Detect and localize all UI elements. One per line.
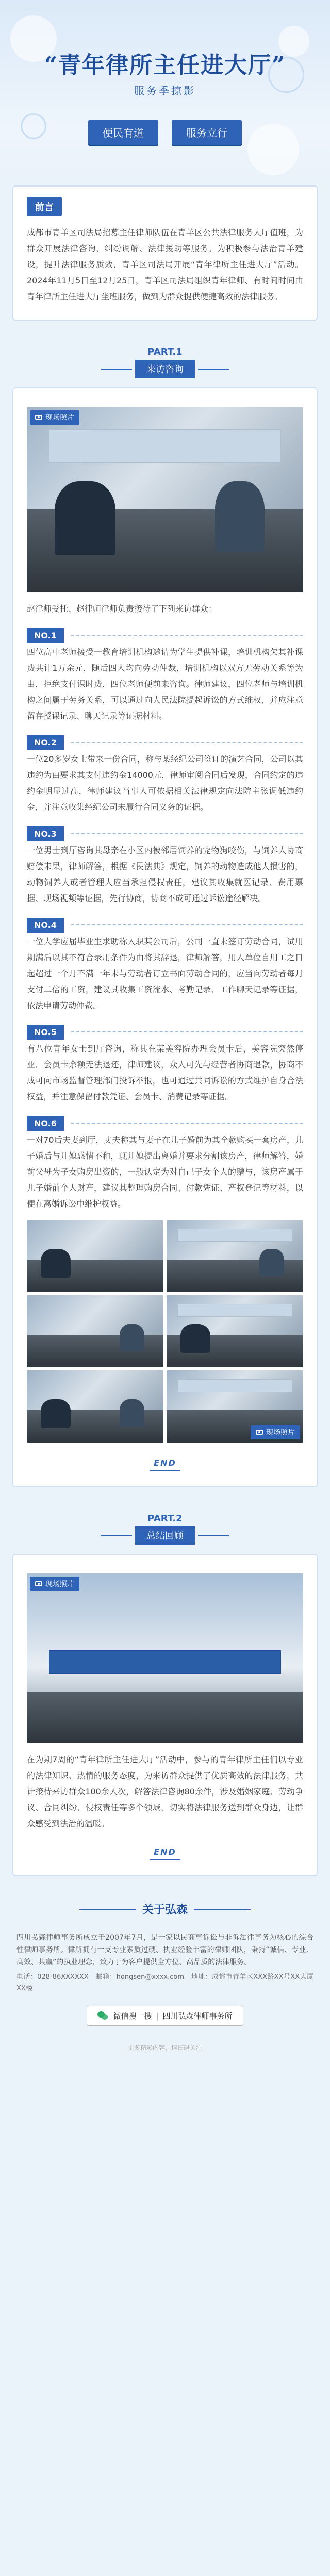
camera-icon: [35, 1581, 42, 1586]
case-text: 一对70后夫妻到厅，丈夫称其与妻子在儿子婚前为其全款购买一套房产，儿子婚后与儿媳感情不和，现儿媳提出离婚并要求分割该房产，律师解答，婚前父母为子女购房出资的，一般认定为对自己子女个人的赠与，该房产属于儿子婚前个人财产，建议其整理购房合同、付款凭证、产权登记等材料，以便在离婚诉讼中维护权益。: [27, 1135, 303, 1209]
hero-subtitle: 服务季掠影: [134, 84, 196, 97]
wechat-search-wrap: [0, 1994, 330, 2031]
grid-photo: [167, 1295, 303, 1367]
section2-photo: [27, 1573, 303, 1743]
case-number: NO.5: [27, 1025, 64, 1040]
grid-photo: [27, 1370, 163, 1443]
photo-label-text: 现场照片: [45, 414, 74, 422]
section2-text: 在为期7周的“青年律所主任进大厅”活动中，参与的青年律所主任们以专业的法律知识、热情的服务态度，为来访群众提供了优质高效的法律服务，共计接待来访群众100余人次，解答法律咨询80余件，涉及婚姻家庭、劳动争议、合同纠纷、侵权责任等多个领域，切实将法律服务送到群众身边，让群众感受到法治的温暖。: [27, 1755, 303, 1828]
section1-photo-grid: [27, 1220, 303, 1443]
wechat-search-label: 微信搜一搜: [113, 2011, 152, 2021]
case-1: [27, 617, 303, 724]
section1-header: [0, 334, 330, 387]
section1-end: END: [27, 1458, 303, 1471]
photo-label: [30, 410, 79, 425]
section2-card: [12, 1554, 318, 1876]
about-section: [0, 1890, 330, 1922]
contact-info: 电话：028-86XXXXXX 邮箱：hongsen@xxxx.com 地址：成都市青羊区XXX路XX号XX大厦XX楼: [16, 1973, 314, 1992]
section2-header: [0, 1501, 330, 1554]
intro-text: 成都市青羊区司法局招募主任律师队伍在青羊区公共法律服务大厅值班，为群众开展法律咨询、纠纷调解、法律援助等服务。为积极参与法治青羊建设，提升法律服务质效，青羊区司法局开展“青年律所主任进大厅”活动。2024年11月5日至12月25日，青羊区司法局组织青年律师、有时间时间由青年律所主任进大厅坐班服务，做到为群众提供便捷高效的法律服务。: [27, 228, 303, 301]
section1-photo: [27, 407, 303, 592]
building-photo: [27, 1573, 303, 1743]
hero-title: “青年律所主任进大厅”: [44, 52, 286, 78]
photo-label-text: 现场照片: [45, 1580, 74, 1588]
case-4: [27, 906, 303, 1013]
consultation-photo: [27, 407, 303, 592]
case-text: 一位大学应届毕业生求助称入职某公司后，公司一直未签订劳动合同，试用期满后以其不符合录用条件为由将其辞退，律师解答，用人单位自用工之日起超过一个月不满一年未与劳动者订立书面劳动合同的，应当向劳动者每月支付二倍的工资，建议其收集工资流水、考勤记录、工作聊天记录等证据，依法申请劳动仲裁。: [27, 937, 303, 1010]
intro-card: [12, 185, 318, 321]
case-number: NO.1: [27, 628, 64, 643]
case-number: NO.2: [27, 735, 64, 750]
case-2: [27, 724, 303, 815]
camera-icon: [256, 1430, 263, 1435]
grid-photo: [27, 1295, 163, 1367]
section2-part: PART.2: [147, 1513, 183, 1524]
about-title: 关于弘森: [136, 1901, 194, 1917]
grid-photo: [167, 1220, 303, 1292]
hero-buttons: [0, 120, 330, 145]
section2-title: 总结回顾: [135, 1526, 195, 1545]
qr-label: 更多精彩内容，请扫码关注: [127, 2044, 202, 2052]
section2-end: END: [27, 1847, 303, 1860]
section1-part: PART.1: [147, 347, 183, 358]
wechat-search-button[interactable]: 微信搜一搜 | 四川弘森律师事务所: [87, 2006, 243, 2026]
about-text: 四川弘森律师事务所成立于2007年7月，是一家以民商事诉讼与非诉法律事务为核心的综合性律师事务所。律所拥有一支专业素质过硬、执业经验丰富的律师团队，秉持“诚信、专业、高效、共赢”的执业理念，致力于为客户提供全方位、高品质的法律服务。: [16, 1934, 314, 1967]
wechat-account-name: 四川弘森律师事务所: [162, 2011, 233, 2021]
case-3: [27, 815, 303, 906]
photo-label-text: 现场照片: [266, 1429, 295, 1437]
case-text: 一位20多岁女士带来一份合同，称与某经纪公司签订的演艺合同，公司以其违约为由要求其支付违约金14000元，律师审阅合同后发现，合同约定的违约金明显过高，律师建议当事人可依据相关法律规定向法院主张调低违约金，并注意收集经纪公司未履行合同义务的证据。: [27, 754, 303, 812]
photo-label: [30, 1577, 79, 1591]
hero-banner: [0, 0, 330, 185]
case-number: NO.6: [27, 1116, 64, 1131]
section1-title: 来访咨询: [135, 360, 195, 378]
hero-button-1: 便民有道: [88, 120, 158, 145]
section1-lead: 赵律师受托、赵律师律师负责接待了下列来访群众：: [27, 604, 217, 614]
case-text: 四位高中老师接受一教育培训机构邀请为学生提供补课，培训机构欠其补课费共计1万余元，随后四人均向劳动仲裁，培训机构以双方无劳动关系等为由，拒绝支付课时费，四位老师便前来咨询。律师建议，四位老师与培训机构之间属于劳务关系，可以通过向人民法院提起诉讼的方式维权，并应注意留存授课记录、聊天记录等证据材料。: [27, 647, 303, 721]
case-number: NO.4: [27, 918, 64, 933]
case-number: NO.3: [27, 826, 64, 841]
case-text: 有八位青年女士到厅咨询，称其在某美容院办理会员卡后，美容院突然停业，会员卡余额无法退还，律师建议，众人可先与经营者协商退款，协商不成可向市场监督管理部门投诉举报，也可通过共同诉讼的方式维护自身合法权益，并注意保留付款凭证、会员卡、消费记录等证据。: [27, 1044, 303, 1101]
case-text: 一位男士到厅咨询其母亲在小区内被邻居饲养的宠物狗咬伤，与饲养人协商赔偿未果，律师解答，根据《民法典》规定，饲养的动物造成他人损害的，动物饲养人或者管理人应当承担侵权责任，建议其收集就医记录、费用票据、现场视频等证据，先行协商，协商不成可通过诉讼途径解决。: [27, 845, 303, 903]
photo-label-bottom: [251, 1425, 300, 1439]
case-6: [27, 1105, 303, 1212]
wechat-icon: [97, 2011, 109, 2021]
section1-card: [12, 387, 318, 1487]
case-5: [27, 1013, 303, 1105]
hero-button-2: 服务立行: [172, 120, 242, 145]
intro-tag: 前言: [27, 197, 62, 216]
grid-photo: [27, 1220, 163, 1292]
camera-icon: [35, 415, 42, 420]
